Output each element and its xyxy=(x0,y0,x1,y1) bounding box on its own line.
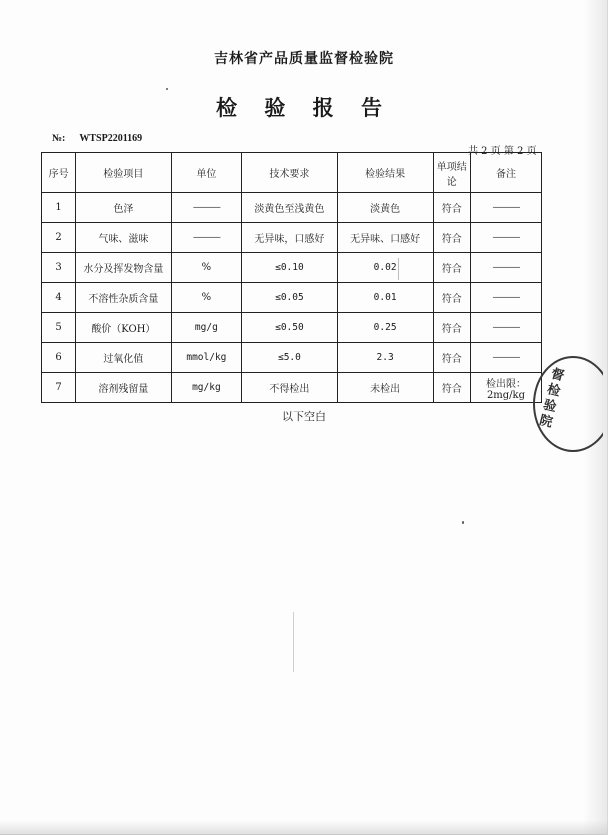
header-note: 备注 xyxy=(470,153,541,193)
cell-conclusion: 符合 xyxy=(433,313,470,343)
cell-item: 过氧化值 xyxy=(76,343,171,373)
cell-item: 不溶性杂质含量 xyxy=(76,283,171,313)
cell-unit: ——— xyxy=(171,193,242,223)
table-row xyxy=(42,343,542,373)
scan-bottom-shadow xyxy=(0,820,608,834)
scan-speck xyxy=(462,521,464,524)
header-unit: 单位 xyxy=(171,153,242,193)
cell-note: ——— xyxy=(470,313,541,343)
cell-note: 检出限：2mg/kg xyxy=(470,373,541,403)
seal-text: 督检验院 xyxy=(537,366,566,431)
header-no: 序号 xyxy=(42,153,76,193)
document-title: 检 验 报 告 xyxy=(216,95,392,120)
inspection-results-table xyxy=(41,152,542,403)
cell-unit: ——— xyxy=(171,223,242,253)
cell-conclusion: 符合 xyxy=(433,343,470,373)
cell-result: 淡黄色 xyxy=(337,193,433,223)
header-conclusion: 单项结论 xyxy=(433,153,470,193)
cell-unit: % xyxy=(171,283,242,313)
cell-unit: % xyxy=(171,253,242,283)
cell-no: 3 xyxy=(42,253,76,283)
cell-item: 气味、滋味 xyxy=(76,223,171,253)
cell-conclusion: 符合 xyxy=(433,373,470,403)
cell-no: 2 xyxy=(42,223,76,253)
report-number-value: WTSP2201169 xyxy=(79,133,143,144)
table-row xyxy=(42,223,542,253)
report-number-label: №: xyxy=(52,133,66,144)
header-item: 检验项目 xyxy=(76,153,171,193)
cell-item: 水分及挥发物含量 xyxy=(76,253,171,283)
cell-note: ——— xyxy=(470,253,541,283)
cell-no: 6 xyxy=(42,343,76,373)
table-row xyxy=(42,253,542,283)
table-row xyxy=(42,373,542,403)
cell-no: 4 xyxy=(42,283,76,313)
cell-requirement: ≤0.05 xyxy=(242,283,337,313)
cell-note: ——— xyxy=(470,193,541,223)
cell-item: 酸价（KOH） xyxy=(76,313,171,343)
table-row xyxy=(42,193,542,223)
page-count: 共 2 页 第 2 页 xyxy=(468,146,537,157)
cell-requirement: 无异味，口感好 xyxy=(242,223,337,253)
cell-requirement: ≤5.0 xyxy=(242,343,337,373)
blank-below-note: 以下空白 xyxy=(282,410,326,423)
cell-unit: mg/g xyxy=(171,313,242,343)
header-requirement: 技术要求 xyxy=(242,153,337,193)
cell-result: 无异味、口感好 xyxy=(337,223,433,253)
cell-result: 2.3 xyxy=(337,343,433,373)
cell-item: 色泽 xyxy=(76,193,171,223)
scan-streak xyxy=(293,612,294,672)
cell-unit: mmol/kg xyxy=(171,343,242,373)
cell-note: ——— xyxy=(470,223,541,253)
cell-note: ——— xyxy=(470,283,541,313)
table-row xyxy=(42,313,542,343)
cell-conclusion: 符合 xyxy=(433,283,470,313)
cell-result: 0.25 xyxy=(337,313,433,343)
cell-no: 7 xyxy=(42,373,76,403)
cell-item: 溶剂残留量 xyxy=(76,373,171,403)
cell-no: 1 xyxy=(42,193,76,223)
cell-no: 5 xyxy=(42,313,76,343)
cell-conclusion: 符合 xyxy=(433,223,470,253)
report-number xyxy=(52,133,142,144)
cell-conclusion: 符合 xyxy=(433,193,470,223)
organization-name: 吉林省产品质量监督检验院 xyxy=(214,51,394,67)
cell-result: 0.01 xyxy=(337,283,433,313)
cell-note: ——— xyxy=(470,343,541,373)
cell-requirement: 不得检出 xyxy=(242,373,337,403)
cell-result: 0.02 xyxy=(337,253,433,283)
scan-speck xyxy=(166,88,168,90)
inspection-seal xyxy=(533,356,603,452)
cell-requirement: 淡黄色至浅黄色 xyxy=(242,193,337,223)
cell-requirement: ≤0.50 xyxy=(242,313,337,343)
cell-result: 未检出 xyxy=(337,373,433,403)
table-row xyxy=(42,283,542,313)
cell-requirement: ≤0.10 xyxy=(242,253,337,283)
table-header-row xyxy=(42,153,542,193)
cell-unit: mg/kg xyxy=(171,373,242,403)
cell-conclusion: 符合 xyxy=(433,253,470,283)
scan-streak xyxy=(398,258,399,280)
header-result: 检验结果 xyxy=(337,153,433,193)
